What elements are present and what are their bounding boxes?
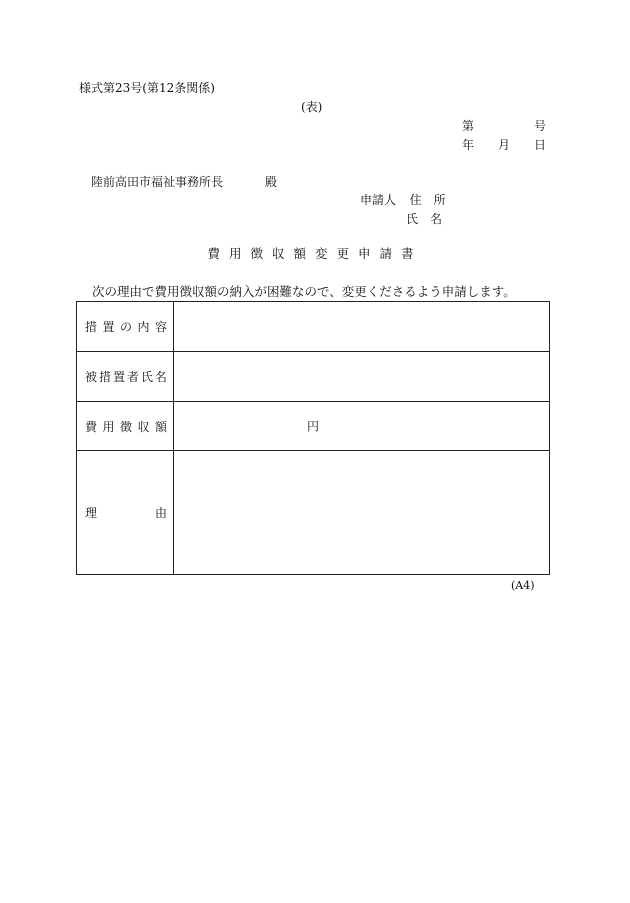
label-measure-content [77, 302, 174, 352]
document-number-row [462, 120, 546, 132]
label-reason [77, 451, 174, 575]
value-measure-content[interactable] [174, 302, 550, 352]
value-person-name[interactable] [174, 352, 550, 402]
side-mark: (表) [301, 100, 323, 114]
label-fee-amount [77, 402, 174, 451]
yen-unit: 円 [307, 419, 320, 434]
intro-text: 次の理由で費用徴収額の納入が困難なので、変更くださるよう申請します。 [92, 284, 516, 299]
table-row [77, 302, 550, 352]
document-title: 費用徴収額変更申請書 [207, 246, 423, 261]
addressee-office: 陸前高田市福祉事務所長 [91, 175, 224, 189]
value-fee-amount[interactable] [174, 402, 550, 451]
date-year: 年 [462, 138, 475, 152]
name-label: 氏 名 [406, 212, 443, 226]
form-number: 様式第23号(第12条関係) [79, 81, 215, 95]
applicant-address-row [360, 194, 446, 206]
applicant-label: 申請人 [360, 193, 397, 207]
number-prefix: 第 [462, 119, 475, 133]
label-chars: 費 用 徴 収 額 [85, 419, 167, 434]
value-reason[interactable] [174, 451, 550, 575]
label-chars: 措 置 の 内 容 [85, 320, 167, 334]
date-month: 月 [497, 138, 510, 152]
label-chars: 被 措 置 者 氏 名 [85, 370, 167, 384]
application-table [76, 301, 550, 575]
date-row [462, 139, 546, 151]
number-suffix: 号 [533, 119, 546, 133]
table-row [77, 451, 550, 575]
table-row [77, 352, 550, 402]
paper-size-note: (A4) [511, 579, 535, 592]
date-day: 日 [533, 138, 546, 152]
label-person-name [77, 352, 174, 402]
address-label: 住 所 [409, 193, 446, 207]
addressee-honorific: 殿 [265, 175, 278, 189]
label-chars: 理 由 [85, 506, 167, 520]
table-row [77, 402, 550, 451]
